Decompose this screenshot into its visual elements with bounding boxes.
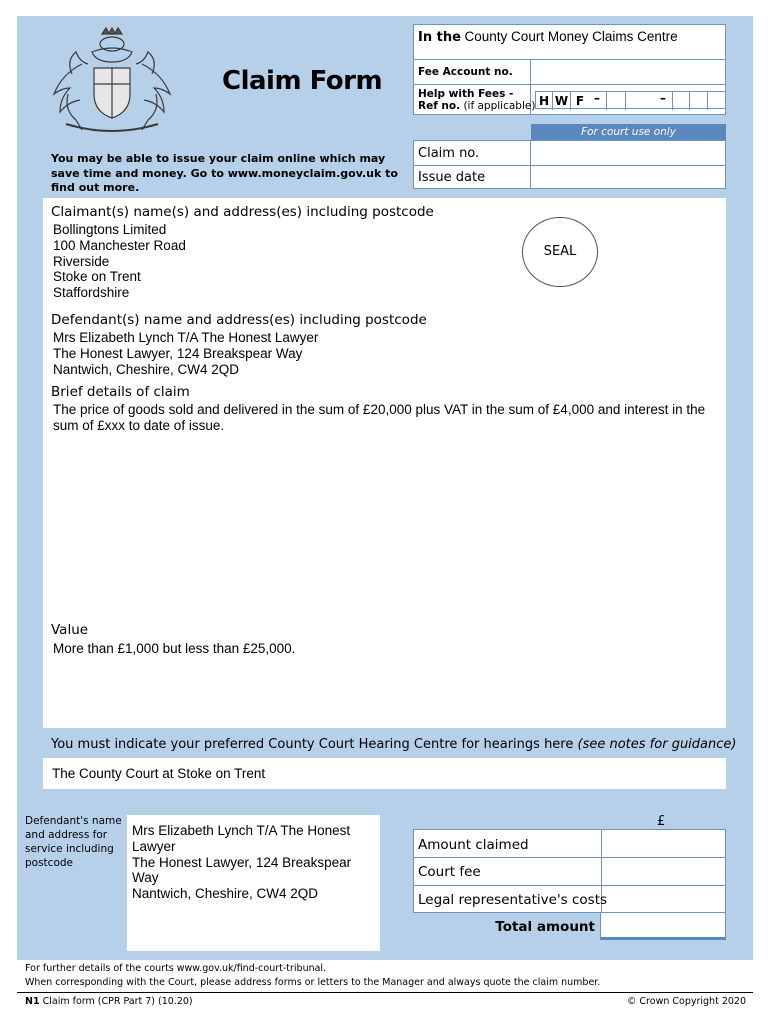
royal-coat-of-arms-icon xyxy=(42,24,182,136)
footer-line-2: When corresponding with the Court, please address forms or letters to the Manager and always quote the claim number. xyxy=(25,977,601,988)
court-use-header: For court use only xyxy=(531,124,726,140)
court-box xyxy=(413,24,726,115)
court-use-box xyxy=(413,140,726,189)
form-code: N1 Claim form (CPR Part 7) (10.20) xyxy=(25,996,193,1007)
total-amount-field[interactable] xyxy=(600,912,726,940)
footer-line-1: For further details of the courts www.gov.uk/find-court-tribunal. xyxy=(25,963,327,974)
amount-claimed-field[interactable] xyxy=(602,830,726,857)
hwf-digit-2[interactable] xyxy=(626,92,645,110)
fee-account-label: Fee Account no. xyxy=(418,66,513,78)
value-label: Value xyxy=(51,622,89,638)
court-fee-field[interactable] xyxy=(602,858,726,885)
claim-no-label: Claim no. xyxy=(418,146,480,161)
hwf-digit-1[interactable] xyxy=(606,92,626,110)
service-label: Defendant's name and address for service including postcode xyxy=(25,815,122,869)
in-the-label: In the xyxy=(418,30,461,45)
brief-details-label: Brief details of claim xyxy=(51,384,190,400)
seal-circle xyxy=(522,217,598,287)
fee-account-field[interactable] xyxy=(531,60,725,84)
service-address-field[interactable] xyxy=(127,815,380,951)
legal-costs-label: Legal representative's costs xyxy=(418,892,608,908)
seal-label: SEAL xyxy=(543,244,577,259)
amount-claimed-label: Amount claimed xyxy=(418,837,529,853)
hearing-centre-field[interactable] xyxy=(43,758,726,789)
hwf-letter-f: F xyxy=(575,94,585,108)
service-address-value: Mrs Elizabeth Lynch T/A The Honest Lawyer The Honest Lawyer, 124 Breakspear Way Nantwich, Cheshire, CW4 2QD xyxy=(132,823,352,902)
hwf-ref-field[interactable] xyxy=(535,91,725,109)
online-notice: You may be able to issue your claim online which may save time and money. Go to www.moneyclaim.gov.uk to find out more. xyxy=(51,152,398,194)
issue-date-field[interactable] xyxy=(531,166,725,189)
legal-costs-field[interactable] xyxy=(602,886,726,913)
hwf-letter-h: H xyxy=(536,92,553,110)
hearing-centre-value: The County Court at Stoke on Trent xyxy=(52,766,266,781)
defendant-label: Defendant(s) name and address(es) including postcode xyxy=(51,312,427,328)
claim-no-field[interactable] xyxy=(531,141,725,165)
brief-details-field[interactable]: The price of goods sold and delivered in the sum of £20,000 plus VAT in the sum of £4,000 and interest in the sum of £xxx to date of issue. xyxy=(53,402,706,433)
hwf-digit-5[interactable] xyxy=(708,92,726,110)
currency-symbol: £ xyxy=(657,814,666,829)
copyright: © Crown Copyright 2020 xyxy=(626,996,746,1007)
claim-details-panel xyxy=(43,198,726,728)
value-field[interactable]: More than £1,000 but less than £25,000. xyxy=(53,641,296,656)
defendant-field[interactable]: Mrs Elizabeth Lynch T/A The Honest Lawyer The Honest Lawyer, 124 Breakspear Way Nantwich, Cheshire, CW4 2QD xyxy=(53,330,319,377)
total-amount-label: Total amount xyxy=(495,919,595,935)
footer-divider xyxy=(17,992,753,993)
court-name: County Court Money Claims Centre xyxy=(464,29,678,44)
issue-date-label: Issue date xyxy=(418,170,486,185)
claimant-field[interactable]: Bollingtons Limited 100 Manchester Road Riverside Stoke on Trent Staffordshire xyxy=(53,222,186,301)
hwf-letter-w: W xyxy=(553,92,571,110)
court-fee-label: Court fee xyxy=(418,864,481,880)
hwf-digit-3[interactable] xyxy=(672,92,690,110)
hwf-dash-2: – xyxy=(660,91,666,105)
amounts-box xyxy=(413,829,726,913)
hwf-dash-1: – xyxy=(594,91,600,105)
form-title: Claim Form xyxy=(222,66,383,96)
claimant-label: Claimant(s) name(s) and address(es) including postcode xyxy=(51,204,434,220)
hearing-centre-label: You must indicate your preferred County Court Hearing Centre for hearings here (see notes for guidance) xyxy=(51,737,737,752)
help-with-fees-label: Help with Fees - Ref no. (if applicable) xyxy=(418,88,536,112)
court-field[interactable] xyxy=(418,29,678,45)
hwf-digit-4[interactable] xyxy=(690,92,708,110)
